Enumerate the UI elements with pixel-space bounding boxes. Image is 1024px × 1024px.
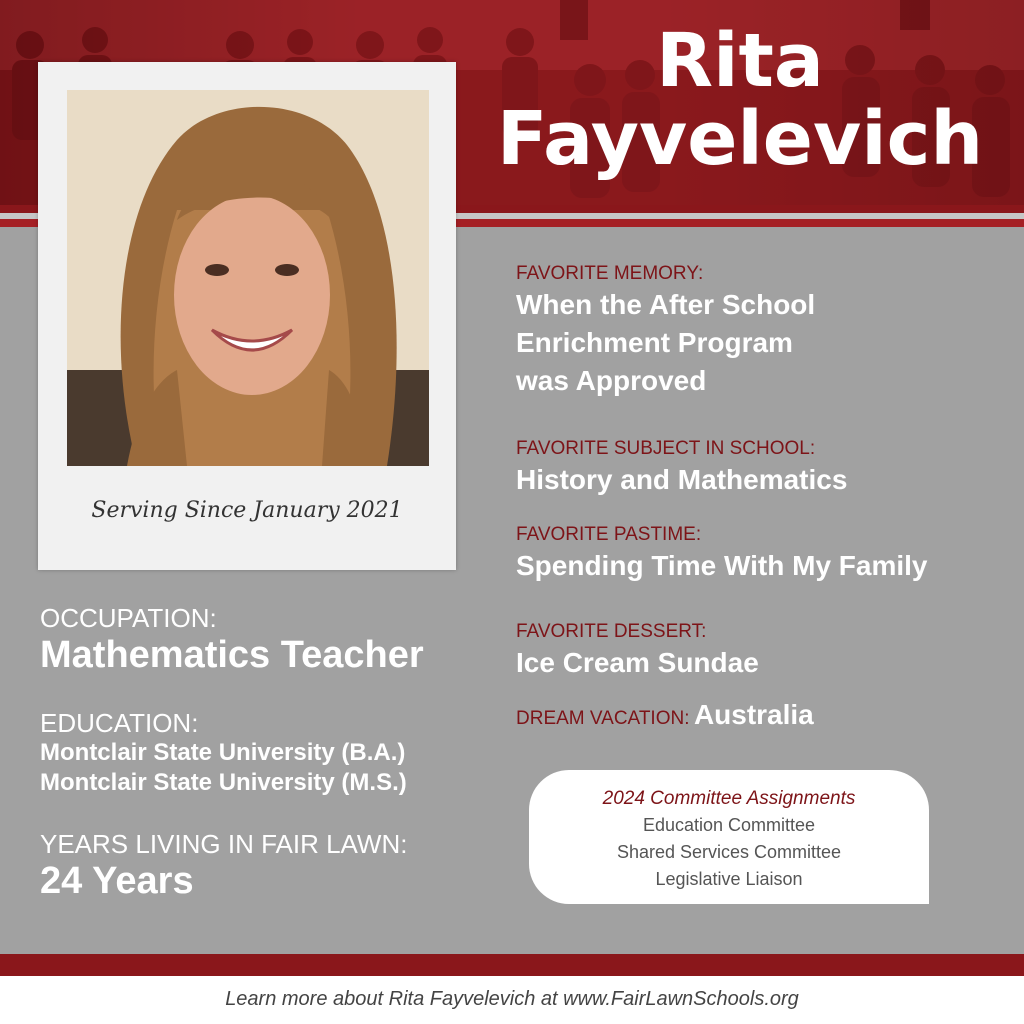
education-label: EDUCATION: xyxy=(40,708,199,738)
portrait-illustration xyxy=(67,90,429,466)
dream-vacation-section xyxy=(516,696,996,734)
favorite-memory-line-3: was Approved xyxy=(516,365,707,396)
committee-assignments-box xyxy=(529,770,929,904)
occupation-section xyxy=(40,603,500,677)
member-last-name: Fayvelevich xyxy=(496,96,984,182)
favorite-dessert-value: Ice Cream Sundae xyxy=(516,647,759,678)
member-first-name: Rita xyxy=(656,18,824,104)
favorite-memory-section xyxy=(516,262,996,400)
dream-vacation-value: Australia xyxy=(693,699,814,730)
years-section xyxy=(40,829,500,903)
favorite-subject-section xyxy=(516,437,996,499)
committee-item: Legislative Liaison xyxy=(655,869,803,889)
committee-item: Shared Services Committee xyxy=(616,842,842,862)
favorite-pastime-label: FAVORITE PASTIME: xyxy=(516,524,702,545)
portrait-photo xyxy=(67,90,429,466)
occupation-label: OCCUPATION: xyxy=(40,603,217,633)
favorite-dessert-section xyxy=(516,620,996,682)
years-label: YEARS LIVING IN FAIR LAWN: xyxy=(40,829,408,859)
education-section xyxy=(40,708,500,798)
favorite-pastime-section xyxy=(516,523,1006,585)
member-name xyxy=(480,18,1000,182)
committee-assignments-title: 2024 Committee Assignments xyxy=(602,788,856,809)
footer-divider xyxy=(0,954,1024,976)
favorite-dessert-label: FAVORITE DESSERT: xyxy=(516,621,707,642)
committee-item: Education Committee xyxy=(642,815,816,835)
serving-since-caption: Serving Since January 2021 xyxy=(91,498,403,523)
favorite-memory-line-1: When the After School xyxy=(516,289,816,320)
dream-vacation-label: DREAM VACATION: xyxy=(516,708,690,729)
favorite-subject-label: FAVORITE SUBJECT IN SCHOOL: xyxy=(516,438,816,459)
favorite-memory-line-2: Enrichment Program xyxy=(516,327,793,358)
years-value: 24 Years xyxy=(40,860,194,902)
favorite-pastime-value: Spending Time With My Family xyxy=(516,550,928,581)
footer-text: Learn more about Rita Fayvelevich at www.FairLawnSchools.org xyxy=(225,988,799,1010)
education-degree-2: Montclair State University (M.S.) xyxy=(40,769,407,796)
education-degree-1: Montclair State University (B.A.) xyxy=(40,739,406,766)
footer-bar xyxy=(0,976,1024,1024)
portrait-frame xyxy=(38,62,456,570)
favorite-subject-value: History and Mathematics xyxy=(516,464,848,495)
occupation-value: Mathematics Teacher xyxy=(40,634,424,676)
favorite-memory-label: FAVORITE MEMORY: xyxy=(516,263,704,284)
